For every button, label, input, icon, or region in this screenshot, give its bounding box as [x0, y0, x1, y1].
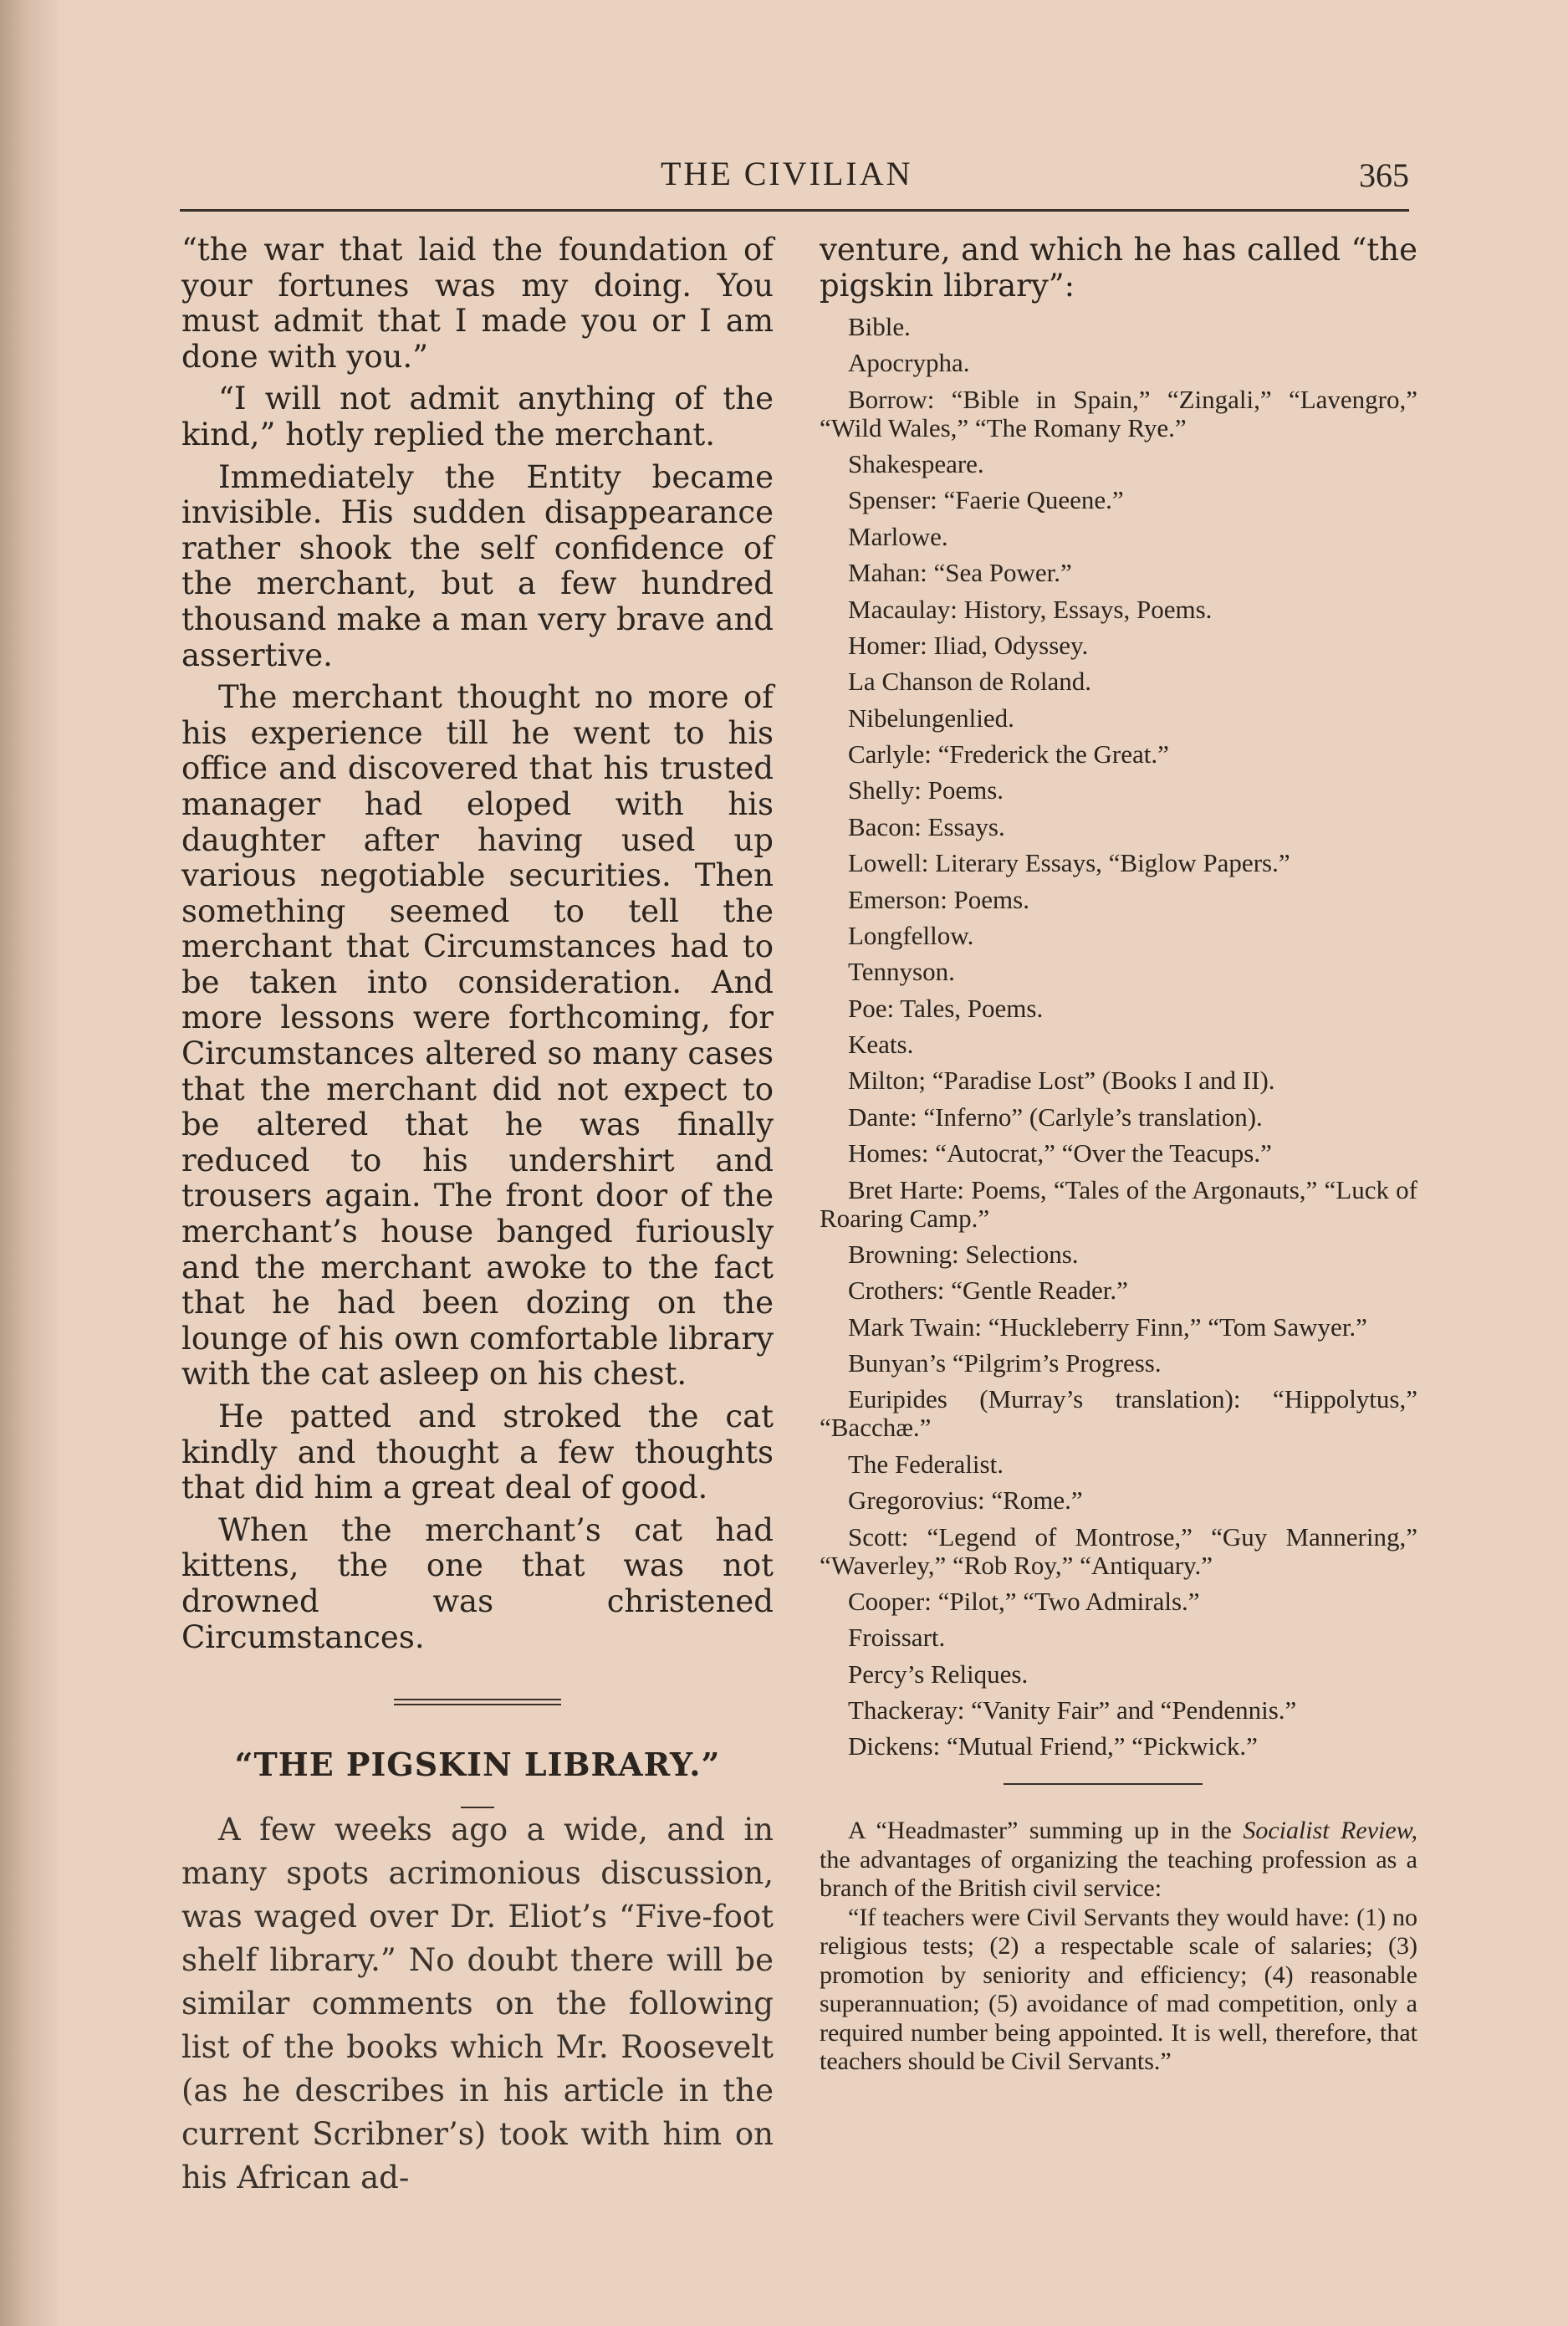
page-spine-shadow — [0, 0, 59, 2326]
section-divider — [1004, 1783, 1203, 1785]
right-column — [820, 233, 1417, 2077]
book-list-item: Froissart. — [848, 1623, 946, 1653]
book-list-item: Bacon: Essays. — [848, 811, 1005, 841]
book-list-item: Longfellow. — [848, 920, 974, 950]
running-title: THE CIVILIAN — [661, 155, 913, 192]
book-list-item: Nibelungenlied. — [848, 703, 1014, 733]
story-paragraph: The merchant thought no more of his experience till he went to his office and discovered that his trusted manager had eloped with his daughter after having used up various negotiable securities. Then something seemed to tell the merchant that Circumstances had to be taken into consideration. And more lessons were forthcoming, for Circumstances altered so many cases that the merchant did not expect to be altered that he was finally reduced to his undershirt and trousers again. The front door of the merchant’s house banged furiously and the merchant awoke to the fact that he had been dozing on the lounge of his own comfortable library with the cat asleep on his chest. — [181, 679, 774, 1393]
book-list-item: Cooper: “Pilot,” “Two Admirals.” — [848, 1586, 1200, 1616]
section-divider — [394, 1699, 561, 1705]
book-list-item: Dante: “Inferno” (Carlyle’s translation). — [848, 1102, 1263, 1132]
headmaster-quote — [820, 1817, 1417, 2077]
book-list-item: Bret Harte: Poems, “Tales of the Argonauts,” “Luck of Roaring Camp.” — [820, 1174, 1417, 1233]
story-paragraph: Immediately the Entity became invisible. His sudden disappearance rather shook the self confidence of the merchant, but a few hundred thousand make a man very brave and assertive. — [181, 458, 774, 673]
header-rule — [180, 209, 1409, 212]
book-list-item: Crothers: “Gentle Reader.” — [848, 1275, 1128, 1306]
book-list-item: Homes: “Autocrat,” “Over the Teacups.” — [848, 1138, 1272, 1168]
book-list-item: Shelly: Poems. — [848, 775, 1004, 805]
book-list-item: Browning: Selections. — [848, 1239, 1079, 1269]
page-header — [180, 149, 1409, 199]
book-list-item: Shakespeare. — [848, 449, 984, 478]
book-list-item: Mark Twain: “Huckleberry Finn,” “Tom Sawyer.” — [848, 1311, 1367, 1342]
book-list-item: Macaulay: History, Essays, Poems. — [848, 594, 1213, 624]
book-list-item: Scott: “Legend of Montrose,” “Guy Mannering,” “Waverley,” “Rob Roy,” “Antiquary.” — [820, 1521, 1417, 1580]
left-column — [181, 233, 774, 2206]
pigskin-book-list — [820, 309, 1417, 1765]
quote-rest: the advantages of organizing the teaching profession as a branch of the British civil service: — [820, 1845, 1417, 1903]
book-list-item: Homer: Iliad, Odyssey. — [848, 630, 1089, 660]
book-list-item: Gregorovius: “Rome.” — [848, 1485, 1083, 1516]
book-list-item: Dickens: “Mutual Friend,” “Pickwick.” — [848, 1731, 1258, 1761]
story-paragraph: When the merchant’s cat had kittens, the one that was not drowned was christened Circumstances. — [181, 1511, 774, 1655]
book-list-item: Mahan: “Sea Power.” — [848, 558, 1072, 588]
book-list-item: Keats. — [848, 1030, 914, 1059]
book-list-item: Bible. — [848, 311, 911, 341]
book-list-item: Tennyson. — [848, 957, 955, 987]
story-paragraph: “the war that laid the foundation of your fortunes was my doing. You must admit that I made you or I am done with you.” — [181, 232, 774, 375]
page-number: 365 — [1359, 156, 1409, 194]
book-list-item: Marlowe. — [848, 521, 948, 551]
book-list-item: Poe: Tales, Poems. — [848, 993, 1044, 1023]
book-list-item: Euripides (Murray’s translation): “Hippolytus,” “Bacchæ.” — [820, 1384, 1417, 1443]
book-list-item: La Chanson de Roland. — [848, 667, 1092, 697]
article-continuation: venture, and which he has called “the pigskin library”: — [820, 232, 1417, 304]
quote-source: Socialist Review, — [1243, 1817, 1417, 1845]
article-body: A few weeks ago a wide, and in many spots acrimonious discussion, was waged over Dr. Eliot’s “Five-foot shelf library.” No doubt there will be similar comments on the following list of the books which Mr. Roosevelt (as he describes in his article in the current Scribner’s) took with him on his African ad- — [181, 1811, 774, 2196]
story-paragraph: He patted and stroked the cat kindly and thought a few thoughts that did him a great deal of good. — [181, 1398, 774, 1506]
quote-body: “If teachers were Civil Servants they would have: (1) no religious tests; (2) a respectable scale of salaries; (3) promotion by seniority and efficiency; (4) reasonable superannuation; (5) avoidance of mad competition, only a required number being appointed. It is well, therefore, that teachers should be Civil Servants.” — [820, 1903, 1417, 2076]
book-list-item: Emerson: Poems. — [848, 884, 1029, 914]
quote-intro — [820, 1817, 1417, 1904]
book-list-item: Apocrypha. — [848, 348, 970, 378]
article-title: “THE PIGSKIN LIBRARY.” — [234, 1746, 721, 1784]
book-list-item: Borrow: “Bible in Spain,” “Zingali,” “Lavengro,” “Wild Wales,” “The Romany Rye.” — [820, 384, 1417, 442]
book-list-item: Thackeray: “Vanity Fair” and “Pendennis.” — [848, 1695, 1297, 1725]
quote-lead: A “Headmaster” summing up in the — [848, 1817, 1244, 1845]
book-list-item: The Federalist. — [848, 1449, 1004, 1479]
book-list-item: Spenser: “Faerie Queene.” — [848, 485, 1124, 515]
book-list-item: Percy’s Reliques. — [848, 1659, 1029, 1689]
book-list-item: Carlyle: “Frederick the Great.” — [848, 739, 1169, 769]
book-list-item: Lowell: Literary Essays, “Biglow Papers.” — [848, 848, 1290, 878]
book-list-item: Milton; “Paradise Lost” (Books I and II). — [848, 1066, 1275, 1096]
story-paragraph: “I will not admit anything of the kind,” hotly replied the merchant. — [181, 381, 774, 452]
book-list-item: Bunyan’s “Pilgrim’s Progress. — [848, 1348, 1162, 1378]
